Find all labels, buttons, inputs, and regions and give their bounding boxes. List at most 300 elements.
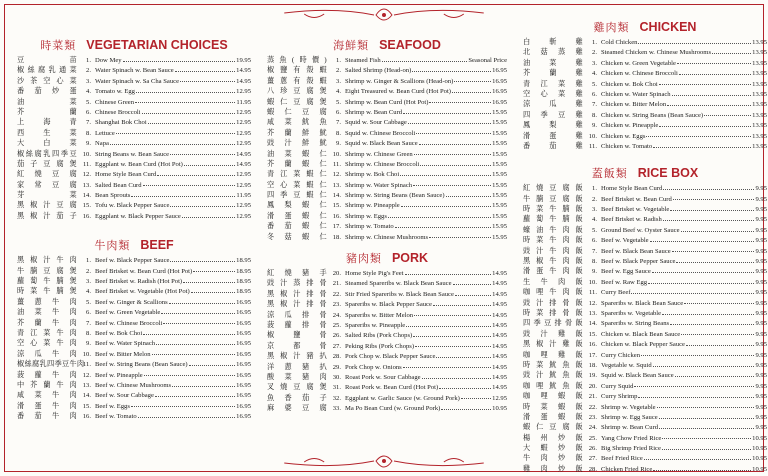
item-name: Beef w. Raw Egg (601, 278, 648, 286)
item-price: 16.95 (236, 381, 251, 389)
vegetarian-title-en: VEGETARIAN CHOICES (86, 38, 228, 52)
leader-dots (653, 147, 751, 148)
item-price: 16.95 (236, 392, 251, 400)
item-price: 9.95 (755, 424, 767, 432)
item-number: 9. (86, 340, 91, 348)
item-price: 10.95 (752, 455, 767, 463)
item-number: 17. (588, 351, 597, 359)
item-name-zh: 時菜牛肉飯 (523, 236, 583, 245)
leader-dots (653, 366, 755, 367)
leader-dots (675, 376, 755, 377)
item-number: 13. (82, 181, 91, 189)
item-name-zh: 黑椒汁豬扒 (267, 352, 327, 361)
leader-dots (148, 123, 236, 124)
item-name-zh: 薑蔥牛肉 (17, 297, 77, 306)
leader-dots (143, 185, 236, 186)
item-number: 6. (592, 237, 597, 245)
item-price: 14.95 (492, 373, 507, 381)
item-price: 12.95 (236, 88, 251, 96)
item-number: 28. (332, 353, 341, 361)
item-name: Roast Pork w. Bean Curd (Hot Pot) (345, 384, 439, 392)
item-number: 6. (86, 108, 91, 116)
leader-dots (681, 334, 754, 335)
item-name: Cold Chicken (601, 39, 638, 46)
chicken-list (523, 37, 767, 151)
item-name: Beef w. Bitter Melon (95, 350, 151, 358)
item-number: 5. (336, 98, 341, 106)
leader-dots (452, 92, 491, 93)
rice-box-title-en: RICE BOX (637, 166, 699, 181)
item-price: 14.95 (492, 290, 507, 298)
item-name-zh: 油菜雞 (523, 58, 583, 67)
item-name: Salted Ribs (Pork Chops) (345, 332, 413, 340)
item-number: 10. (82, 350, 91, 358)
item-number: 3. (86, 278, 91, 286)
item-number: 22. (588, 403, 597, 411)
menu-item (17, 138, 251, 148)
item-name-zh: 四季豆蝦仁 (267, 191, 327, 200)
item-name: Roast Pork w. Sour Cabbage (345, 373, 421, 381)
leader-dots (420, 165, 491, 166)
menu-item (17, 86, 251, 96)
item-name: Steamed Spareribs w. Black Bean Sauce (345, 280, 452, 288)
menu-item (523, 381, 767, 391)
menu-item (267, 138, 507, 148)
rice-box-header (523, 165, 767, 183)
leader-dots (175, 71, 235, 72)
item-name: Spareribs w. String Beans (601, 320, 670, 328)
item-name-zh: 菠蘿牛肉 (17, 370, 77, 379)
item-name: Home Style Pig's Feet (345, 270, 404, 278)
item-price: 14.95 (492, 363, 507, 371)
item-price: 9.95 (755, 299, 767, 307)
leader-dots (631, 293, 754, 294)
menu-item (267, 180, 507, 190)
item-name-zh: 茄子豆腐煲 (17, 159, 77, 168)
item-number: 27. (332, 342, 341, 350)
item-price: 14.95 (492, 270, 507, 278)
item-price: 10.95 (752, 434, 767, 442)
item-name: Beef w. Black Pepper Sauce (95, 257, 170, 265)
item-number: 4. (592, 216, 597, 224)
leader-dots (429, 237, 491, 238)
item-name-zh: 紅燒豆腐飯 (523, 184, 583, 193)
leader-dots (679, 74, 751, 75)
item-name-zh: 白斬雞 (523, 38, 583, 46)
item-number: 15. (332, 202, 341, 210)
item-name-zh: 蝦仁豆腐煲 (267, 97, 327, 106)
item-name-zh: 椒絲腐乳通菜 (17, 66, 77, 75)
item-number: 11. (83, 160, 91, 168)
item-name: Salted Bean Curd (95, 181, 142, 189)
item-number: 2. (336, 67, 341, 75)
item-name: Beef Brisket w. Bean Curd (601, 195, 672, 203)
item-number: 9. (336, 140, 341, 148)
item-price: 10.95 (752, 445, 767, 453)
item-number: 33. (332, 405, 341, 413)
menu-item (523, 298, 767, 308)
item-price: 14.95 (236, 150, 251, 158)
leader-dots (436, 357, 491, 358)
item-number: 10. (332, 150, 341, 158)
item-name-zh: 京都骨 (267, 341, 327, 350)
item-price: 14.95 (492, 321, 507, 329)
menu-item (523, 79, 767, 89)
item-number: 1. (592, 185, 597, 193)
item-price: 15.95 (492, 119, 507, 127)
item-price: 15.95 (492, 223, 507, 231)
item-name-zh: 番茄牛肉 (17, 412, 77, 421)
menu-item (523, 360, 767, 370)
leader-dots (667, 105, 751, 106)
leader-dots (116, 133, 235, 134)
leader-dots (161, 313, 235, 314)
item-name: Chicken w. String Beans (Bean Sauce) (601, 111, 704, 119)
item-name: Yang Chow Fried Rice (601, 434, 662, 442)
item-name-zh: 黑椒汁排骨 (267, 289, 327, 298)
menu-item (267, 299, 507, 309)
item-number: 11. (333, 160, 341, 168)
menu-item (523, 37, 767, 47)
menu-item (17, 380, 251, 390)
item-name: Salted Shrimp (Head-on) (345, 67, 412, 75)
item-name-zh: 芥蘭牛肉 (17, 318, 77, 327)
item-name-zh: 冬菇蝦仁 (267, 232, 327, 241)
item-number: 5. (592, 80, 597, 88)
menu-item (523, 89, 767, 99)
menu-item (523, 266, 767, 276)
leader-dots (652, 272, 755, 273)
leader-dots (408, 123, 491, 124)
item-name: Chicken w. Bok Choi (601, 80, 658, 88)
item-name-zh: 四季豆排骨飯 (523, 319, 583, 328)
leader-dots (413, 185, 491, 186)
leader-dots (422, 378, 492, 379)
item-name-zh: 油菜蝦仁 (267, 149, 327, 158)
menu-item (523, 308, 767, 318)
item-number: 6. (86, 309, 91, 317)
item-name-zh: 咖哩蝦飯 (523, 392, 583, 401)
pork-title-zh: 豬肉類 (345, 253, 382, 266)
item-name: Shrimp w. Vegetable (601, 403, 656, 411)
item-name-zh: 咖哩魷魚飯 (523, 381, 583, 390)
item-name-zh: 番茄炒蛋 (17, 87, 77, 96)
item-name: Ma Po Bean Curd (w. Ground Pork) (345, 405, 441, 413)
item-number: 9. (592, 122, 597, 130)
item-name-zh: 椒絲腐乳四季豆 (17, 149, 77, 158)
item-name: Shrimp w. Chinese Broccoli (345, 160, 420, 168)
item-name: Dow Mey (95, 57, 122, 64)
item-name: Shanghai Bok Choi (95, 119, 147, 127)
leader-dots (677, 63, 751, 64)
item-number: 26. (332, 332, 341, 340)
item-name: Curry Shrimp (601, 393, 638, 401)
item-price: 19.95 (236, 57, 251, 64)
menu-item (267, 221, 507, 231)
item-name: Chicken w. Black Bean Sauce (601, 330, 681, 338)
item-price: 9.95 (755, 341, 767, 349)
item-name-zh: 椒絲腐乳四季豆牛肉 (17, 360, 85, 369)
item-price: 12.95 (236, 202, 251, 210)
seafood-title-zh: 海鮮類 (333, 40, 370, 52)
item-name: Shrimp w. Bean Curd (Hot Pot) (345, 98, 429, 106)
item-name-zh: 生牛肉飯 (523, 277, 583, 286)
item-price: 9.95 (755, 206, 767, 214)
menu-item (267, 403, 507, 413)
leader-dots (704, 115, 751, 116)
menu-item (17, 328, 251, 338)
item-name-zh: 八珍豆腐煲 (267, 87, 327, 96)
rice-box-list (523, 183, 767, 474)
menu-item (17, 169, 251, 179)
item-number: 26. (588, 445, 597, 453)
leader-dots (156, 344, 235, 345)
item-number: 12. (588, 299, 597, 307)
item-price: 12.95 (236, 171, 251, 179)
item-price: 11.95 (236, 98, 251, 106)
item-name: Beef Brisket w. Radish (601, 216, 662, 224)
item-name-zh: 豉汁魷魚飯 (523, 371, 583, 380)
leader-dots (163, 323, 235, 324)
item-price: 14.95 (492, 353, 507, 361)
item-name: Beef w. Eggs (95, 402, 130, 410)
menu-item (523, 204, 767, 214)
item-name-zh: 油菜 (17, 97, 77, 106)
leader-dots (439, 388, 491, 389)
item-price: 15.95 (492, 192, 507, 200)
item-name-zh: 四季豆雞 (523, 110, 583, 119)
item-name: Shrimp w. Chinese Mushrooms (345, 233, 429, 241)
item-number: 8. (86, 129, 91, 137)
item-number: 1. (86, 57, 91, 64)
leader-dots (663, 220, 755, 221)
item-price: 13.95 (752, 132, 767, 140)
leader-dots (638, 397, 754, 398)
item-name: Pork Chop w. Black Pepper Sauce (345, 353, 436, 361)
menu-item (523, 391, 767, 401)
item-name-zh: 豉汁蒸排骨 (267, 279, 327, 288)
item-number: 12. (82, 371, 91, 379)
item-name-zh: 大蝦炒飯 (523, 444, 583, 453)
leader-dots (169, 303, 236, 304)
item-name: Beef w. Black Pepper Sauce (601, 258, 676, 266)
item-name: Shrimp w. Pineapple (345, 202, 400, 210)
item-number: 31. (332, 384, 341, 392)
leader-dots (662, 314, 754, 315)
leader-dots (413, 336, 491, 337)
vegetarian-title-zh: 時菜類 (40, 40, 77, 52)
item-name: Beef w. Sour Cabbage (95, 392, 154, 400)
item-name: Shrimp w. String Beans (Bean Sauce) (345, 192, 445, 200)
item-price: 14.95 (236, 160, 251, 168)
item-name: Ground Beef w. Oyster Sauce (601, 226, 680, 234)
menu-item (267, 169, 507, 179)
menu-item (523, 225, 767, 235)
leader-dots (429, 102, 491, 103)
item-number: 8. (336, 129, 341, 137)
leader-dots (659, 126, 751, 127)
menu-item (17, 359, 251, 369)
item-number: 14. (82, 392, 91, 400)
menu-item (17, 297, 251, 307)
item-price: 14.95 (492, 342, 507, 350)
menu-item (523, 194, 767, 204)
item-name: Steamed Fish (345, 57, 381, 64)
leader-dots (672, 95, 752, 96)
item-price: 12.95 (236, 181, 251, 189)
leader-dots (405, 274, 492, 275)
item-price: 9.95 (755, 393, 767, 401)
leader-dots (641, 355, 754, 356)
beef-title-en: BEEF (140, 238, 174, 253)
item-name: Home Style Bean Curd (95, 171, 157, 179)
item-name: Squid w. Black Bean Sauce (601, 372, 674, 380)
item-price: 14.95 (492, 332, 507, 340)
item-number: 2. (86, 67, 91, 75)
leader-dots (670, 210, 754, 211)
item-price: 16.95 (492, 67, 507, 75)
item-name: Shrimp w. Chinese Green (345, 150, 413, 158)
leader-dots (183, 282, 235, 283)
item-name-zh: 空心菜牛肉 (17, 339, 77, 348)
item-name-zh: 牛腩豆腐煲 (17, 266, 77, 275)
item-price: 16.95 (236, 402, 251, 410)
item-number: 1. (592, 39, 597, 46)
leader-dots (659, 84, 751, 85)
item-name-zh: 椒鹽有殼蝦 (267, 66, 327, 75)
item-price: 9.95 (755, 258, 767, 266)
leader-dots (191, 292, 235, 293)
item-name-zh: 黑椒牛肉飯 (523, 257, 583, 266)
item-price: 9.95 (755, 216, 767, 224)
item-name-zh: 芥蘭鮮魷 (267, 128, 327, 137)
item-number: 16. (332, 212, 341, 220)
item-name: Chicken w. Black Pepper Sauce (601, 341, 685, 349)
item-number: 25. (588, 434, 597, 442)
item-name: Eggplant w. Black Pepper Sauce (95, 212, 181, 220)
item-number: 10. (588, 278, 597, 286)
menu-item (17, 370, 251, 380)
menu-item (523, 318, 767, 328)
item-number: 15. (588, 330, 597, 338)
menu-item (523, 287, 767, 297)
leader-dots (441, 409, 491, 410)
item-name-zh: 黑椒汁茄子 (17, 211, 77, 220)
item-name-zh: 薑蔥有殼蝦 (267, 76, 327, 85)
item-price: 16.95 (236, 413, 251, 421)
item-number: 8. (86, 329, 91, 337)
item-number: 3. (86, 77, 91, 85)
item-price: 14.95 (492, 311, 507, 319)
menu-item (267, 86, 507, 96)
menu-item (17, 76, 251, 86)
menu-item (267, 117, 507, 127)
item-name-zh: 滑蛋蝦飯 (523, 412, 583, 421)
item-number: 4. (86, 288, 91, 296)
menu-item (267, 268, 507, 278)
item-name-zh: 豉汁雞飯 (523, 329, 583, 338)
item-name-zh: 蒸魚(時價) (267, 56, 327, 64)
item-name: Squid w. Sour Cabbage (345, 119, 407, 127)
menu-item (17, 390, 251, 400)
item-number: 3. (592, 206, 597, 214)
menu-item (17, 190, 251, 200)
item-name: Chicken w. Tomato (601, 142, 653, 150)
leader-dots (131, 196, 235, 197)
item-name-zh: 家常豆腐 (17, 180, 77, 189)
item-name: Napa (95, 140, 109, 148)
item-name-zh: 洋蔥豬扒 (267, 362, 327, 371)
item-number: 2. (592, 195, 597, 203)
item-name-zh: 牛肉炒飯 (523, 454, 583, 463)
item-number: 5. (592, 226, 597, 234)
menu-item (267, 310, 507, 320)
item-name: Squid w. Black Bean Sauce (345, 140, 418, 148)
item-name-zh: 時菜蝦飯 (523, 402, 583, 411)
item-name: Chicken w. Pineapple (601, 122, 659, 130)
item-price: 15.95 (492, 160, 507, 168)
item-name-zh: 咖哩牛肉飯 (523, 288, 583, 297)
menu-item (17, 97, 251, 107)
item-name-zh: 時菜排骨飯 (523, 308, 583, 317)
leader-dots (189, 365, 236, 366)
item-name-zh: 中芥蘭牛肉 (17, 380, 77, 389)
item-name-zh: 咖哩雞飯 (523, 350, 583, 359)
item-name-zh: 豉汁牛肉飯 (523, 246, 583, 255)
menu-item (267, 159, 507, 169)
menu-item (523, 214, 767, 224)
item-number: 7. (336, 119, 341, 127)
item-name: Beef Fried Rice (601, 455, 643, 463)
item-name-zh: 芽菜 (17, 191, 77, 200)
item-price: 16.95 (236, 298, 251, 306)
item-name-zh: 芥蘭雞 (523, 69, 583, 78)
item-name-zh: 牛腩豆腐飯 (523, 194, 583, 203)
leader-dots (135, 102, 235, 103)
column-right (523, 5, 767, 471)
item-price: 16.95 (236, 350, 251, 358)
menu-item (17, 117, 251, 127)
item-name-zh: 黑椒汁豆腐 (17, 201, 77, 210)
menu-item (17, 411, 251, 421)
item-price: Seasonal Price (468, 57, 507, 64)
pork-list (267, 268, 507, 413)
item-price: 16.95 (236, 361, 251, 369)
item-name-zh: 咸菜牛肉 (17, 391, 77, 400)
item-number: 22. (332, 290, 341, 298)
item-number: 8. (592, 258, 597, 266)
item-price: 15.95 (492, 108, 507, 116)
item-price: 9.95 (755, 413, 767, 421)
menu-item (267, 372, 507, 382)
menu-item (267, 128, 507, 138)
item-number: 5. (86, 98, 91, 106)
menu-item (523, 246, 767, 256)
item-name-zh: 楊州炒飯 (523, 433, 583, 442)
menu-item (267, 330, 507, 340)
item-name-zh: 豉汁排骨飯 (523, 298, 583, 307)
item-name: Shrimp w. Bean Curd (601, 424, 659, 432)
item-number: 14. (588, 320, 597, 328)
item-name: Vegetable w. Squid (601, 361, 652, 369)
menu-item (523, 402, 767, 412)
menu-item (267, 107, 507, 117)
item-number: 2. (86, 267, 91, 275)
leader-dots (712, 53, 751, 54)
leader-dots (401, 206, 491, 207)
menu-item (17, 180, 251, 190)
item-price: 9.95 (755, 185, 767, 193)
